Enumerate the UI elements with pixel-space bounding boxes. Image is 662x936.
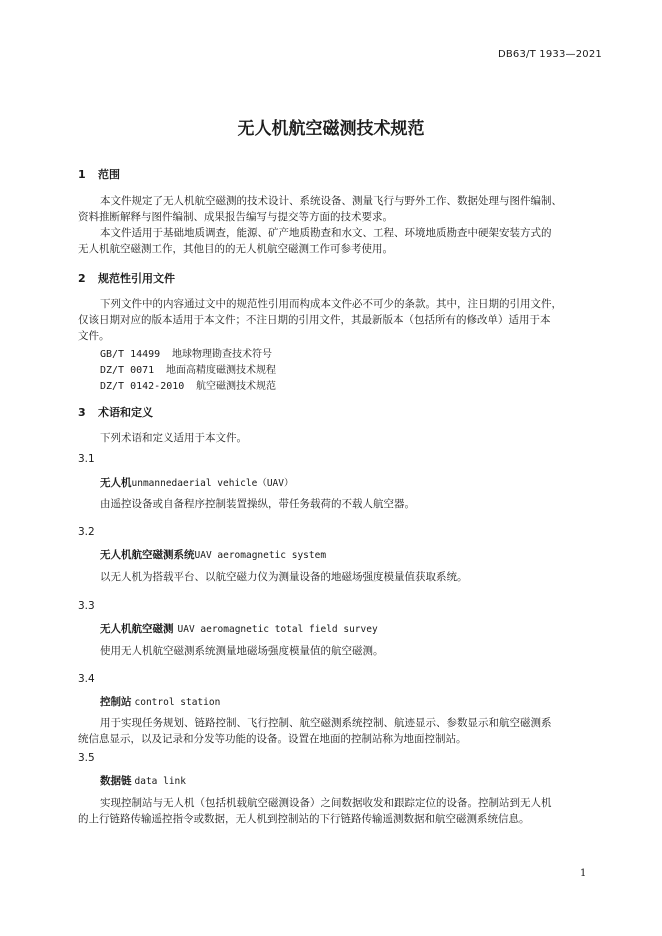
section-2-para-line-1: 下列文件中的内容通过文中的规范性引用而构成本文件必不可少的条款。其中，注日期的引用文件，: [100, 298, 562, 310]
term-definition-line-2: 的上行链路传输遥控指令或数据，无人机到控制站的下行链路传输遥测数据和航空磁测系统信息。: [78, 813, 530, 825]
section-1-para-1-line-2: 资料推断解释与图件编制、成果报告编写与提交等方面的技术要求。: [78, 211, 393, 223]
term-number: 3.3: [78, 600, 95, 612]
term-definition-line-2: 统信息显示，以及记录和分发等功能的设备。设置在地面的控制站称为地面控制站。: [78, 733, 467, 745]
reference-code: DZ/T 0142-2010: [100, 381, 185, 392]
term-name-en: UAV aeromagnetic system: [194, 550, 327, 561]
term-definition: 由遥控设备或自备程序控制装置操纵，带任务载荷的不载人航空器。: [100, 498, 415, 510]
section-1-para-2-line-1: 本文件适用于基础地质调查，能源、矿产地质勘查和水文、工程、环境地质勘查中硬架安装方式的: [100, 227, 552, 239]
term-definition: 使用无人机航空磁测系统测量地磁场强度模量值的航空磁测。: [100, 645, 384, 657]
reference-code: GB/T 14499: [100, 349, 161, 360]
term-name-en: control station: [134, 697, 221, 708]
term-number: 3.2: [78, 526, 95, 538]
reference-item: [100, 345, 272, 360]
term-name-en: UAV aeromagnetic total field survey: [177, 624, 378, 635]
section-3-intro: 下列术语和定义适用于本文件。: [100, 432, 247, 444]
term-definition-line-1: 用于实现任务规划、链路控制、飞行控制、航空磁测系统控制、航迹显示、参数显示和航空磁测系: [100, 717, 552, 729]
reference-code: DZ/T 0071: [100, 365, 155, 376]
term-title: [100, 475, 294, 490]
reference-item: [100, 377, 276, 392]
term-number: 3.5: [78, 752, 95, 764]
term-title: [100, 547, 326, 562]
term-number: 3.4: [78, 673, 95, 685]
term-name-en: data link: [134, 776, 186, 787]
term-name-cn: 无人机航空磁测系统: [100, 549, 195, 561]
section-1-number: 1: [78, 168, 86, 181]
section-3-title: 术语和定义: [98, 406, 153, 419]
section-2-number: 2: [78, 272, 86, 285]
section-1-para-1-line-1: 本文件规定了无人机航空磁测的技术设计、系统设备、测量飞行与野外工作、数据处理与图件编制、: [100, 195, 562, 207]
section-3-heading: [78, 404, 153, 420]
term-number: 3.1: [78, 453, 95, 465]
reference-item: [100, 361, 276, 376]
page-number: 1: [580, 868, 587, 879]
document-number: DB63/T 1933—2021: [497, 49, 602, 60]
section-2-para-line-2: 仅该日期对应的版本适用于本文件；不注日期的引用文件，其最新版本（包括所有的修改单）适用于本: [78, 314, 551, 326]
term-name-cn: 无人机: [100, 477, 132, 489]
term-name-cn: 数据链: [100, 775, 132, 787]
section-1-title: 范围: [98, 168, 120, 181]
reference-title: 地面高精度磁测技术规程: [166, 365, 276, 376]
section-3-number: 3: [78, 406, 86, 419]
reference-title: 地球物理勘查技术符号: [172, 349, 272, 360]
term-title: [100, 773, 186, 788]
term-name-en: unmannedaerial vehicle（UAV）: [131, 478, 294, 489]
document-title: 无人机航空磁测技术规范: [237, 119, 425, 139]
section-2-para-line-3: 文件。: [78, 330, 110, 342]
reference-title: 航空磁测技术规范: [196, 381, 276, 392]
section-1-heading: [78, 166, 120, 182]
term-definition-line-1: 实现控制站与无人机（包括机载航空磁测设备）之间数据收发和跟踪定位的设备。控制站到无人机: [100, 797, 552, 809]
term-title: [100, 694, 220, 709]
term-title: [100, 621, 378, 636]
section-1-para-2-line-2: 无人机航空磁测工作，其他目的的无人机航空磁测工作可参考使用。: [78, 243, 393, 255]
section-2-heading: [78, 270, 175, 286]
term-name-cn: 无人机航空磁测: [100, 623, 174, 635]
term-definition: 以无人机为搭载平台、以航空磁力仪为测量设备的地磁场强度模量值获取系统。: [100, 571, 468, 583]
term-name-cn: 控制站: [100, 696, 132, 708]
section-2-title: 规范性引用文件: [98, 272, 175, 285]
